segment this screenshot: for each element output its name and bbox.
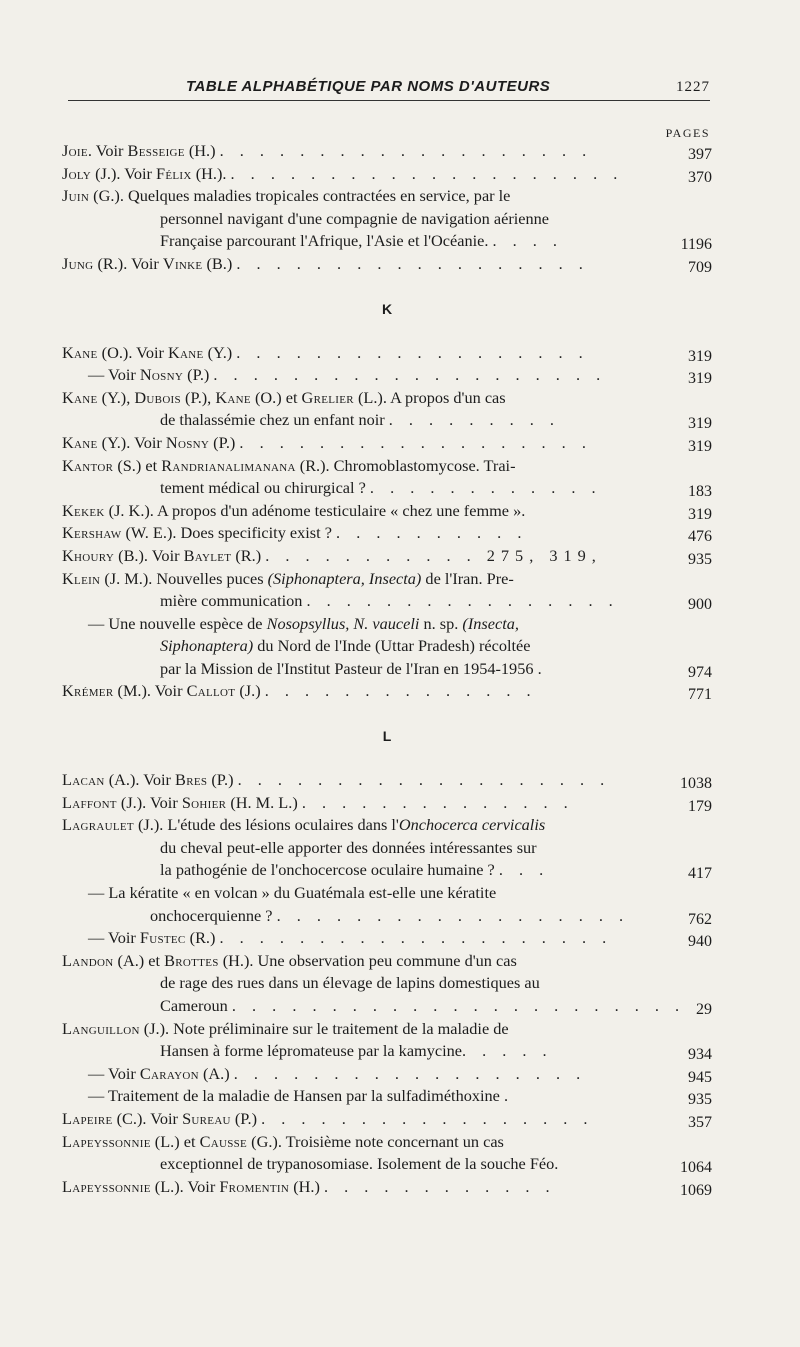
- entry-line: [62, 905, 712, 928]
- author-name: Vinke: [162, 253, 203, 273]
- entry-text: (J.). Voir: [91, 163, 157, 183]
- page-reference: 370: [688, 168, 712, 186]
- entry-line: [62, 590, 712, 613]
- author-name: Landon: [62, 950, 114, 970]
- entry-text: Hansen à forme lépromateuse par la kamycine: [160, 1041, 462, 1061]
- page-reference: 357: [688, 1113, 712, 1131]
- entry-text: (H.): [184, 141, 220, 160]
- entry-text: (G.). Troisième note concernant un cas: [247, 1131, 504, 1151]
- index-entry: [62, 1018, 712, 1108]
- running-header: [68, 74, 710, 101]
- entry-line: [62, 1018, 712, 1041]
- page-reference: 935: [688, 550, 712, 568]
- page-reference: 319: [688, 347, 712, 365]
- index-entry: [62, 140, 712, 163]
- entry-line: [62, 769, 712, 792]
- author-name: Baylet: [183, 545, 232, 565]
- entry-text: (P.),: [180, 387, 216, 407]
- entry-text: (H.). Une observation peu commune d'un cas: [218, 950, 517, 970]
- author-name: Laffont: [62, 792, 117, 812]
- entry-text: — Voir: [88, 928, 140, 948]
- entry-text: — Une nouvelle espèce de: [88, 613, 267, 633]
- index-entry: [62, 1131, 712, 1176]
- section-letter-block: [62, 703, 712, 769]
- entry-text: (Y.),: [97, 387, 135, 407]
- author-name: Joly: [62, 163, 92, 183]
- author-name: Kane: [62, 387, 98, 407]
- entry-text: (R.). Voir: [93, 253, 163, 273]
- entry-line: [62, 1176, 712, 1199]
- author-name: Fustec: [139, 928, 186, 948]
- entry-line: [62, 500, 712, 523]
- index-entry: [62, 253, 712, 276]
- index-entry: [62, 522, 712, 545]
- entry-line: [62, 387, 712, 410]
- author-name: Callot: [186, 681, 236, 701]
- author-name: Kershaw: [62, 523, 122, 543]
- author-name: Lapeire: [62, 1108, 113, 1128]
- leader-dots: . . . .: [492, 231, 563, 251]
- author-name: Kane: [62, 342, 98, 362]
- leader-dots: . . . . . . . . . . . . . .: [301, 792, 574, 812]
- leader-dots: . . . . . . . . . . . . . . . . . . .: [219, 141, 593, 160]
- entry-line: [62, 995, 712, 1018]
- entry-line: [62, 613, 712, 636]
- index-entry: [62, 500, 712, 523]
- leader-dots: . . . . . . . . . . . . . . . . . .: [236, 342, 589, 362]
- entry-text: (B.): [202, 253, 237, 273]
- entry-text: (L.) et: [150, 1131, 200, 1151]
- entry-line: [62, 882, 712, 905]
- entry-line: [62, 140, 712, 163]
- entry-text: Cameroun: [160, 996, 232, 1015]
- entry-text: (C.). Voir: [112, 1108, 183, 1128]
- author-name: Kane: [167, 342, 204, 362]
- author-name: Joie: [62, 141, 88, 160]
- page-reference: 1038: [680, 775, 712, 793]
- page-reference: 934: [688, 1046, 712, 1064]
- author-name: Sureau: [182, 1108, 231, 1128]
- page-reference: 183: [688, 483, 712, 501]
- index-entry: [62, 680, 712, 703]
- index-entry: [62, 1176, 712, 1199]
- author-name: Jung: [62, 253, 94, 273]
- entry-text: onchocerquienne ?: [150, 905, 277, 925]
- author-name: Brottes: [164, 950, 219, 970]
- entry-text: (O.). Voir: [97, 342, 168, 362]
- entry-text: (J. K.). A propos d'un adénome testiculaire « chez une femme ».: [104, 500, 526, 520]
- entry-line: [62, 1040, 712, 1063]
- index-entry: [62, 185, 712, 253]
- entry-line: [62, 455, 712, 478]
- author-name: Juin: [62, 186, 90, 206]
- author-name: Nosny: [139, 365, 184, 385]
- header-title: TABLE ALPHABÉTIQUE PAR NOMS D'AUTEURS: [186, 78, 551, 95]
- entry-text: tement médical ou chirurgical ?: [160, 478, 370, 498]
- entry-text: (O.) et: [250, 387, 302, 407]
- author-name: Krémer: [62, 681, 114, 701]
- entry-text: (R.): [185, 928, 220, 948]
- entry-text: (P.): [207, 770, 238, 790]
- entry-line: [62, 792, 712, 815]
- leader-dots: . . . . . . . . . . . . . . . . . .: [239, 432, 592, 452]
- entry-line: [62, 230, 712, 253]
- entry-text: (P.): [183, 365, 214, 385]
- author-name: Kantor: [62, 455, 114, 475]
- entry-line: [62, 927, 712, 950]
- entry-line: [62, 568, 712, 591]
- entry-line: [62, 432, 712, 455]
- entry-text: (H.): [289, 1176, 324, 1196]
- entry-text: (Siphonaptera, Insecta): [267, 568, 422, 588]
- leader-dots: . . . . . . . . . . . . . . . . . .: [236, 253, 589, 273]
- leader-dots: . . . . .: [461, 1041, 553, 1061]
- entry-line: [62, 635, 712, 658]
- entry-line: [62, 1153, 712, 1176]
- section-letter: L: [382, 728, 392, 745]
- entry-text: Nosopsyllus, N. vauceli: [266, 613, 420, 633]
- entry-line: [62, 253, 712, 276]
- index-entry: [62, 769, 712, 792]
- page-reference: 940: [688, 933, 712, 951]
- leader-dots: . . . . . . . . . . . . . . . . .: [261, 1108, 594, 1128]
- index-entry: [62, 814, 712, 950]
- page-reference: 1069: [680, 1181, 712, 1199]
- entry-line: [62, 477, 712, 500]
- entry-text: (M.). Voir: [113, 681, 187, 701]
- page-reference: 417: [688, 865, 712, 883]
- entry-text: de l'Iran. Pre-: [421, 568, 514, 588]
- section-letter: K: [381, 300, 393, 317]
- section-letter-block: [62, 276, 712, 342]
- author-name: Fromentin: [219, 1176, 290, 1196]
- entry-text: mière communication: [160, 591, 307, 611]
- leader-dots: . . . . . . . . .: [388, 410, 560, 430]
- page-reference: 1196: [680, 236, 712, 254]
- page-reference: 397: [688, 146, 712, 163]
- leader-dots: . . . . . . . . . . . . . . . . . . . .: [230, 163, 624, 183]
- leader-dots: .: [503, 1086, 515, 1106]
- entry-text: . Voir: [87, 141, 128, 160]
- author-name: Randrianalimanana: [161, 455, 296, 475]
- entry-text: (A.) et: [113, 950, 165, 970]
- page-reference: 319: [688, 437, 712, 455]
- entry-text: (L.). Voir: [150, 1176, 220, 1196]
- index-entry: [62, 455, 712, 500]
- index-entry: [62, 545, 712, 568]
- entry-text: (H.).: [191, 163, 231, 183]
- entry-line: [62, 208, 712, 231]
- page-reference: 319: [688, 370, 712, 388]
- index-entry: [62, 568, 712, 681]
- leader-dots: . . . . . . . . . . . . . . . . . .: [276, 905, 630, 925]
- leader-dots: . . . . . . . . . . . . . . . . . . . .: [219, 928, 613, 948]
- page-reference: 974: [688, 663, 712, 681]
- entry-text: la pathogénie de l'onchocercose oculaire humaine ?: [160, 860, 499, 880]
- author-name: Lacan: [62, 770, 105, 790]
- page-reference: 762: [688, 910, 712, 928]
- author-name: Nosny: [165, 432, 210, 452]
- entry-text: (A.). Voir: [104, 770, 176, 790]
- entry-text: (P.): [230, 1108, 262, 1128]
- entry-line: [62, 859, 712, 882]
- leader-dots: . . . . . . . . . . . . . . . .: [306, 591, 619, 611]
- entry-line: [62, 545, 712, 568]
- entry-text: (B.). Voir: [114, 545, 184, 565]
- entry-line: [62, 364, 712, 387]
- entry-text: (J.). Voir: [116, 792, 182, 812]
- leader-dots: . . . . . . . . . . . . . .: [264, 681, 537, 701]
- author-name: Carayon: [139, 1063, 199, 1083]
- entry-text: (S.) et: [113, 455, 162, 475]
- leader-dots: . . . . . . . . . . . .: [323, 1176, 556, 1196]
- author-name: Félix: [156, 163, 192, 183]
- entry-text: — La kératite « en volcan » du Guatémala est-elle une kératite: [88, 883, 497, 903]
- entry-text: (A.): [198, 1063, 234, 1083]
- leader-dots: .: [537, 658, 548, 678]
- entry-text: (Insecta,: [462, 613, 519, 633]
- entry-line: [62, 658, 712, 681]
- entry-text: (J. M.). Nouvelles puces: [100, 568, 268, 588]
- author-name: Kane: [215, 387, 251, 407]
- page-reference: 945: [688, 1068, 712, 1086]
- entry-text: Française parcourant l'Afrique, l'Asie et l'Océanie.: [160, 231, 493, 251]
- entry-text: exceptionnel de trypanosomiase. Isolement de la souche Féo.: [160, 1154, 559, 1174]
- author-name: Bres: [175, 770, 208, 790]
- entry-line: [62, 814, 712, 837]
- author-name: Causse: [199, 1131, 248, 1151]
- author-name: Lagraulet: [62, 815, 134, 835]
- entry-text: (L.). A propos d'un cas: [353, 387, 506, 407]
- page-reference: 179: [688, 797, 712, 815]
- leader-dots: . . . . . . . . . . . . . . . . . . .: [237, 770, 611, 790]
- entry-text: (J.): [235, 681, 265, 701]
- page-reference: 476: [688, 528, 712, 546]
- page-reference: 935: [688, 1091, 712, 1109]
- entry-line: [62, 185, 712, 208]
- entry-text: n. sp.: [419, 613, 463, 633]
- entry-text: (W. E.). Does specificity exist ?: [121, 523, 337, 543]
- author-name: Languillon: [62, 1018, 140, 1038]
- index-entry: [62, 163, 712, 186]
- author-name: Kane: [62, 432, 98, 452]
- header-page-number: 1227: [676, 79, 710, 95]
- entry-text: — Traitement de la maladie de Hansen par la sulfadiméthoxine: [88, 1086, 504, 1106]
- entry-text: du cheval peut-elle apporter des données intéressantes sur: [160, 837, 537, 857]
- leader-dots: . . . . . . . . . . . .: [369, 478, 602, 498]
- entry-text: — Voir: [88, 365, 140, 385]
- entry-line: [62, 1085, 712, 1108]
- author-name: Dubois: [134, 387, 181, 407]
- author-name: Sohier: [181, 792, 227, 812]
- entry-line: [62, 972, 712, 995]
- page-reference: 319: [688, 505, 712, 523]
- author-name: Klein: [62, 568, 101, 588]
- entry-text: Siphonaptera): [160, 636, 254, 656]
- entry-text: (H. M. L.): [226, 792, 302, 812]
- leader-dots: . . . . . . . . . . . 275, 319,: [265, 545, 602, 565]
- entry-line: [62, 163, 712, 186]
- entry-text: (G.). Quelques maladies tropicales contractées en service, par le: [89, 186, 511, 206]
- entry-text: (Y.): [203, 342, 237, 362]
- author-index-list: [62, 140, 712, 1198]
- author-name: Khoury: [62, 545, 115, 565]
- entry-line: [62, 1108, 712, 1131]
- author-name: Kekek: [62, 500, 105, 520]
- index-entry: [62, 792, 712, 815]
- index-entry: [62, 387, 712, 432]
- index-entry: [62, 950, 712, 1018]
- entry-text: Onchocerca cervicalis: [398, 815, 546, 835]
- page-reference: 1064: [680, 1159, 712, 1177]
- page-reference: 771: [688, 686, 712, 704]
- entry-line: [62, 1131, 712, 1154]
- entry-text: du Nord de l'Inde (Uttar Pradesh) récoltée: [253, 636, 531, 656]
- entry-text: — Voir: [88, 1063, 140, 1083]
- author-name: Lapeyssonnie: [62, 1176, 151, 1196]
- page-reference: 319: [688, 415, 712, 433]
- page-reference: 29: [696, 1001, 712, 1018]
- entry-text: (J.). Note préliminaire sur le traitement de la maladie de: [139, 1018, 509, 1038]
- leader-dots: . . . . . . . . . . . . . . . . . . . .: [213, 365, 607, 385]
- entry-text: par la Mission de l'Institut Pasteur de l'Iran en 1954-1956: [160, 658, 538, 678]
- leader-dots: . . . . . . . . . . . . . . . . . .: [233, 1063, 587, 1083]
- author-name: Grelier: [301, 387, 354, 407]
- entry-text: (J.). L'étude des lésions oculaires dans l': [133, 815, 399, 835]
- index-entry: [62, 432, 712, 455]
- entry-line: [62, 680, 712, 703]
- entry-line: [62, 409, 712, 432]
- entry-line: [62, 342, 712, 365]
- author-name: Besseige: [127, 141, 185, 160]
- entry-text: personnel navigant d'une compagnie de navigation aérienne: [160, 208, 550, 228]
- index-entry: [62, 1108, 712, 1131]
- entry-text: de rage des rues dans un élevage de lapins domestiques au: [160, 973, 540, 993]
- page-reference: 709: [688, 258, 712, 276]
- entry-text: (P.): [209, 432, 240, 452]
- entry-line: [62, 1063, 712, 1086]
- pages-column-label: PAGES: [665, 126, 710, 140]
- leader-dots: . . . . . . . . . . . . . . . . . . . . . . .: [231, 996, 686, 1015]
- entry-line: [62, 522, 712, 545]
- leader-dots: . . . . . . . . . .: [336, 523, 528, 543]
- entry-text: (Y.). Voir: [97, 432, 166, 452]
- index-entry: [62, 342, 712, 387]
- entry-text: (R.): [231, 545, 266, 565]
- entry-text: de thalassémie chez un enfant noir: [160, 410, 389, 430]
- entry-line: [62, 837, 712, 860]
- page-reference: 900: [688, 596, 712, 614]
- author-name: Lapeyssonnie: [62, 1131, 151, 1151]
- entry-line: [62, 950, 712, 973]
- leader-dots: . . .: [498, 860, 550, 880]
- entry-text: (R.). Chromoblastomycose. Trai-: [295, 455, 516, 475]
